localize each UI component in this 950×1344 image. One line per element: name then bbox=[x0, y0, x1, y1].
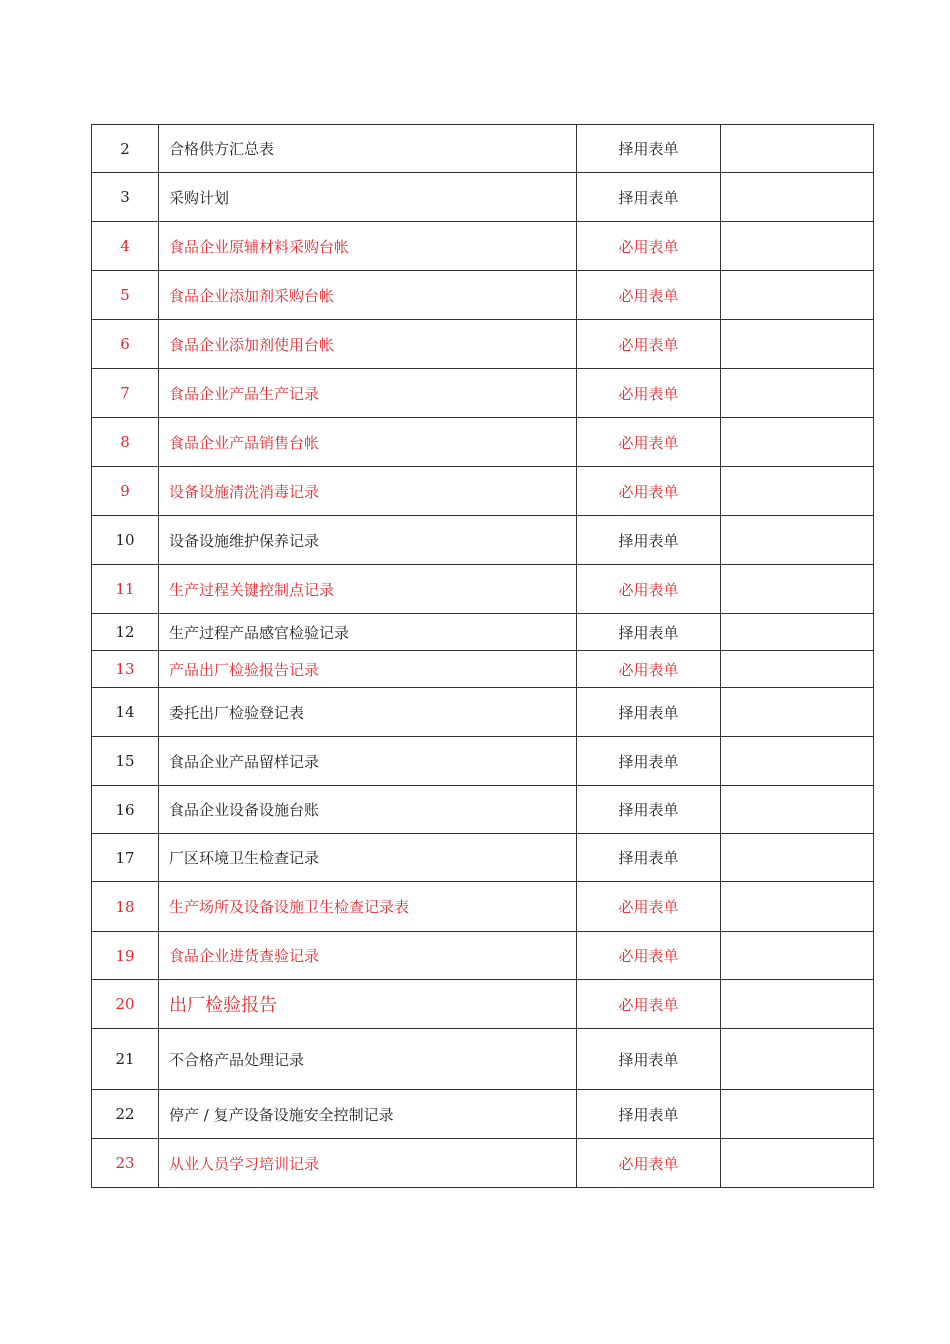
table-row bbox=[92, 1090, 874, 1139]
table-row bbox=[92, 834, 874, 882]
record-name: 食品企业添加剂采购台帐 bbox=[159, 271, 577, 320]
form-type: 择用表单 bbox=[577, 173, 721, 222]
record-name: 食品企业设备设施台账 bbox=[159, 786, 577, 834]
row-number: 19 bbox=[92, 932, 159, 980]
table-row bbox=[92, 980, 874, 1029]
table-row bbox=[92, 173, 874, 222]
note-cell bbox=[721, 614, 874, 651]
row-number: 22 bbox=[92, 1090, 159, 1139]
record-name: 食品企业原辅材料采购台帐 bbox=[159, 222, 577, 271]
note-cell bbox=[721, 271, 874, 320]
form-type: 必用表单 bbox=[577, 271, 721, 320]
table-row bbox=[92, 737, 874, 786]
record-name: 不合格产品处理记录 bbox=[159, 1029, 577, 1090]
table-row bbox=[92, 1139, 874, 1188]
form-type: 择用表单 bbox=[577, 688, 721, 737]
row-number: 2 bbox=[92, 125, 159, 173]
note-cell bbox=[721, 737, 874, 786]
row-number: 21 bbox=[92, 1029, 159, 1090]
note-cell bbox=[721, 834, 874, 882]
table-row bbox=[92, 932, 874, 980]
note-cell bbox=[721, 688, 874, 737]
record-name: 生产过程关键控制点记录 bbox=[159, 565, 577, 614]
form-type: 择用表单 bbox=[577, 125, 721, 173]
table-row bbox=[92, 565, 874, 614]
table-row bbox=[92, 467, 874, 516]
note-cell bbox=[721, 418, 874, 467]
note-cell bbox=[721, 467, 874, 516]
form-type: 必用表单 bbox=[577, 651, 721, 688]
form-type: 必用表单 bbox=[577, 1139, 721, 1188]
row-number: 20 bbox=[92, 980, 159, 1029]
record-name: 食品企业产品销售台帐 bbox=[159, 418, 577, 467]
note-cell bbox=[721, 565, 874, 614]
row-number: 16 bbox=[92, 786, 159, 834]
note-cell bbox=[721, 173, 874, 222]
row-number: 18 bbox=[92, 882, 159, 932]
table-row bbox=[92, 418, 874, 467]
records-table bbox=[91, 124, 874, 1188]
form-type: 必用表单 bbox=[577, 565, 721, 614]
form-type: 必用表单 bbox=[577, 882, 721, 932]
note-cell bbox=[721, 1090, 874, 1139]
note-cell bbox=[721, 651, 874, 688]
record-name: 产品出厂检验报告记录 bbox=[159, 651, 577, 688]
record-name: 食品企业进货查验记录 bbox=[159, 932, 577, 980]
table-row bbox=[92, 651, 874, 688]
form-type: 择用表单 bbox=[577, 1090, 721, 1139]
row-number: 11 bbox=[92, 565, 159, 614]
record-name: 出厂检验报告 bbox=[159, 980, 577, 1029]
row-number: 6 bbox=[92, 320, 159, 369]
record-name: 委托出厂检验登记表 bbox=[159, 688, 577, 737]
form-type: 择用表单 bbox=[577, 737, 721, 786]
record-name: 停产 / 复产设备设施安全控制记录 bbox=[159, 1090, 577, 1139]
table-row bbox=[92, 516, 874, 565]
note-cell bbox=[721, 980, 874, 1029]
row-number: 3 bbox=[92, 173, 159, 222]
form-type: 必用表单 bbox=[577, 467, 721, 516]
form-type: 必用表单 bbox=[577, 320, 721, 369]
record-name: 食品企业产品生产记录 bbox=[159, 369, 577, 418]
note-cell bbox=[721, 932, 874, 980]
row-number: 13 bbox=[92, 651, 159, 688]
row-number: 23 bbox=[92, 1139, 159, 1188]
form-type: 必用表单 bbox=[577, 222, 721, 271]
note-cell bbox=[721, 516, 874, 565]
form-type: 择用表单 bbox=[577, 1029, 721, 1090]
table-row bbox=[92, 786, 874, 834]
table-row bbox=[92, 688, 874, 737]
row-number: 9 bbox=[92, 467, 159, 516]
note-cell bbox=[721, 369, 874, 418]
note-cell bbox=[721, 320, 874, 369]
record-name: 设备设施维护保养记录 bbox=[159, 516, 577, 565]
record-name: 食品企业添加剂使用台帐 bbox=[159, 320, 577, 369]
record-name: 采购计划 bbox=[159, 173, 577, 222]
form-type: 择用表单 bbox=[577, 614, 721, 651]
row-number: 17 bbox=[92, 834, 159, 882]
record-name: 生产过程产品感官检验记录 bbox=[159, 614, 577, 651]
table-row bbox=[92, 369, 874, 418]
row-number: 14 bbox=[92, 688, 159, 737]
note-cell bbox=[721, 882, 874, 932]
note-cell bbox=[721, 125, 874, 173]
record-name: 生产场所及设备设施卫生检查记录表 bbox=[159, 882, 577, 932]
record-name: 食品企业产品留样记录 bbox=[159, 737, 577, 786]
form-type: 必用表单 bbox=[577, 980, 721, 1029]
row-number: 10 bbox=[92, 516, 159, 565]
form-type: 择用表单 bbox=[577, 516, 721, 565]
row-number: 7 bbox=[92, 369, 159, 418]
form-type: 必用表单 bbox=[577, 418, 721, 467]
note-cell bbox=[721, 786, 874, 834]
record-name: 设备设施清洗消毒记录 bbox=[159, 467, 577, 516]
table-row bbox=[92, 320, 874, 369]
records-table-body bbox=[92, 125, 874, 1188]
form-type: 择用表单 bbox=[577, 786, 721, 834]
table-row bbox=[92, 222, 874, 271]
record-name: 从业人员学习培训记录 bbox=[159, 1139, 577, 1188]
row-number: 12 bbox=[92, 614, 159, 651]
row-number: 15 bbox=[92, 737, 159, 786]
table-row bbox=[92, 271, 874, 320]
row-number: 4 bbox=[92, 222, 159, 271]
table-row bbox=[92, 882, 874, 932]
form-type: 必用表单 bbox=[577, 369, 721, 418]
note-cell bbox=[721, 1029, 874, 1090]
form-type: 择用表单 bbox=[577, 834, 721, 882]
table-row bbox=[92, 125, 874, 173]
row-number: 8 bbox=[92, 418, 159, 467]
table-row bbox=[92, 1029, 874, 1090]
table-row bbox=[92, 614, 874, 651]
form-type: 必用表单 bbox=[577, 932, 721, 980]
note-cell bbox=[721, 1139, 874, 1188]
record-name: 厂区环境卫生检查记录 bbox=[159, 834, 577, 882]
row-number: 5 bbox=[92, 271, 159, 320]
record-name: 合格供方汇总表 bbox=[159, 125, 577, 173]
note-cell bbox=[721, 222, 874, 271]
